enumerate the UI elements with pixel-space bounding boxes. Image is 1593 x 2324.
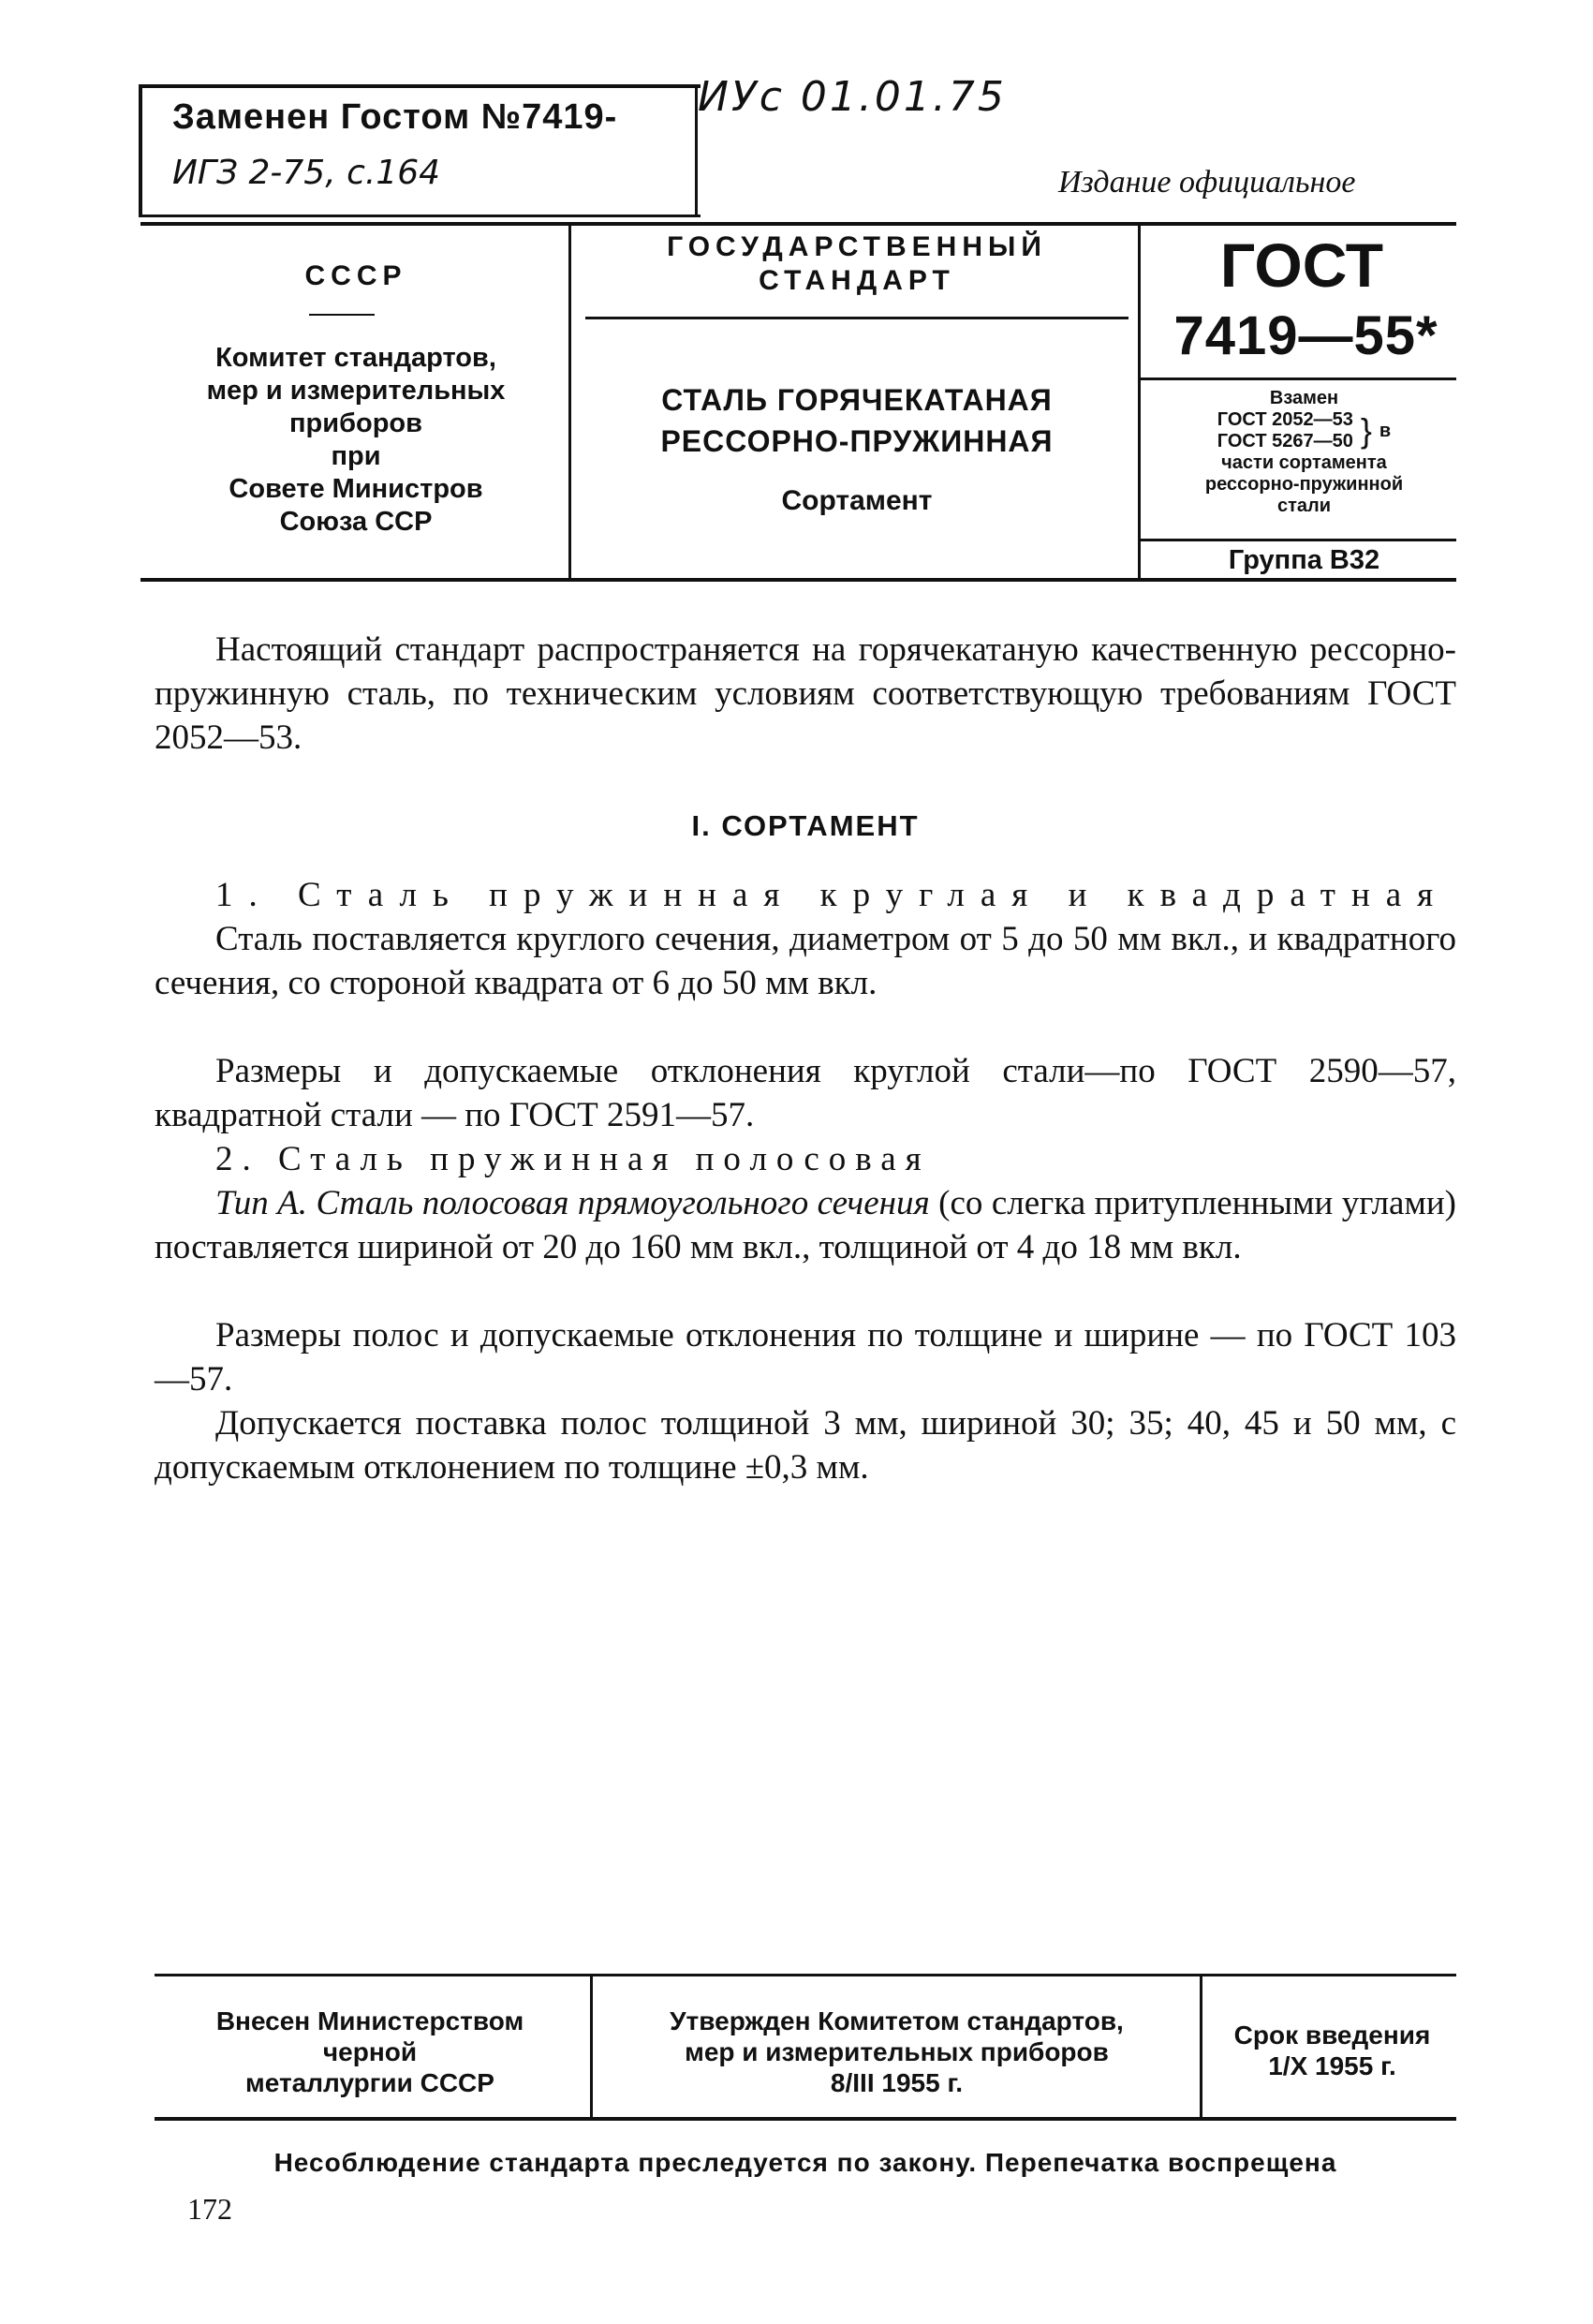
replaces-in: в — [1379, 420, 1392, 441]
replaced-standards — [1147, 409, 1461, 452]
edition-note: Издание официальное — [1058, 165, 1356, 200]
introduced-by-line: черной — [322, 2037, 418, 2066]
committee-line: при — [331, 441, 381, 471]
header-bottom-rule — [140, 578, 1456, 582]
group-rule — [1141, 539, 1456, 541]
standard-type-line: СТАНДАРТ — [759, 265, 955, 296]
title-line: СТАЛЬ ГОРЯЧЕКАТАНАЯ — [661, 383, 1053, 417]
replaces-label: Взамен — [1269, 388, 1339, 408]
footer-divider-right — [1200, 1976, 1202, 2117]
approved-by — [599, 2006, 1194, 2098]
replaces-scope-line: стали — [1276, 496, 1332, 516]
committee-line: приборов — [289, 408, 422, 438]
committee-name — [140, 342, 571, 539]
strip-type-label: Тип А. Сталь полосовая прямоугольного сечения — [215, 1184, 930, 1222]
item-1-paragraph-2: Размеры и допускаемые отклонения круглой стали—по ГОСТ 2590—57, квадратной стали — по ГОСТ 2591—57. — [155, 1052, 1456, 1134]
brace-symbol: } — [1360, 411, 1372, 450]
item-1-paragraph-1: Сталь поставляется круглого сечения, диаметром от 5 до 50 мм вкл., и квадратного сечения, со стороной квадрата от 6 до 50 мм вкл. — [155, 920, 1456, 1002]
replaced-standard: ГОСТ 5267—50 — [1217, 431, 1353, 451]
replaced-standards-list — [1217, 409, 1353, 452]
committee-line: Союза ССР — [279, 507, 433, 537]
effective-date-line: Срок введения — [1233, 2021, 1431, 2050]
stamp-line-2: ИГЗ 2-75, с.164 — [172, 154, 441, 192]
gost-number: 7419—55* — [1173, 305, 1438, 366]
approved-by-line: мер и измерительных приборов — [685, 2037, 1109, 2066]
item-2-title: 2. Сталь пружинная полосовая — [215, 1140, 931, 1178]
item-1-title: 1. Сталь пружинная круглая и квадратная — [215, 876, 1450, 914]
country-dash — [309, 314, 375, 316]
document-subtitle: Сортамент — [781, 485, 933, 516]
item-2-paragraph-1 — [155, 1181, 1456, 1269]
standard-type — [581, 230, 1133, 298]
group-label: Группа В32 — [1228, 545, 1380, 575]
item-2-paragraph-2: Размеры полос и допускаемые отклонения по толщине и ширине — по ГОСТ 103—57. — [155, 1316, 1456, 1399]
footer-top-rule — [155, 1974, 1456, 1976]
replaces-scope-line: части сортамента — [1221, 452, 1387, 473]
stamp-line-1: Заменен Гостом №7419- — [172, 97, 618, 137]
section-heading: I. СОРТАМЕНТ — [691, 809, 920, 842]
title-line: РЕССОРНО-ПРУЖИННАЯ — [660, 424, 1054, 458]
replaced-standard: ГОСТ 2052—53 — [1217, 409, 1353, 430]
introduced-by — [155, 2006, 585, 2098]
replaces-scope-line: рессорно-пружинной — [1204, 474, 1404, 495]
replaces-block — [1147, 388, 1461, 517]
page-number: 172 — [187, 2192, 232, 2226]
committee-line: Комитет стандартов, — [215, 343, 496, 373]
strip-type-description: (со слегка притупленными углами) поставляется шириной от 20 до 160 мм вкл., толщиной от 4 до 18 мм вкл. — [155, 1184, 1456, 1266]
replacement-stamp — [139, 84, 698, 217]
country-label: СССР — [304, 260, 407, 291]
standard-type-rule — [585, 317, 1128, 319]
footer-divider-left — [590, 1976, 593, 2117]
header-top-rule — [140, 222, 1456, 226]
item-2-paragraph-3: Допускается поставка полос толщиной 3 мм, шириной 30; 35; 40, 45 и 50 мм, с допускаемым отклонением по толщине ±0,3 мм. — [155, 1404, 1456, 1487]
effective-date-line: 1/X 1955 г. — [1268, 2051, 1396, 2080]
legal-notice: Несоблюдение стандарта преследуется по закону. Перепечатка воспрещена — [273, 2148, 1337, 2177]
introduced-by-line: металлургии СССР — [245, 2068, 494, 2097]
gost-number-rule — [1141, 377, 1456, 380]
approved-by-line: 8/III 1955 г. — [830, 2068, 964, 2097]
header-divider-right — [1138, 226, 1141, 578]
committee-line: мер и измерительных — [206, 376, 506, 406]
effective-date — [1208, 2020, 1456, 2081]
approved-by-line: Утвержден Комитетом стандартов, — [670, 2006, 1124, 2035]
handwritten-date: ИУс 01.01.75 — [698, 73, 1007, 121]
standard-type-line: ГОСУДАРСТВЕННЫЙ — [667, 231, 1047, 262]
footer-bottom-rule — [155, 2117, 1456, 2121]
introduced-by-line: Внесен Министерством — [215, 2006, 524, 2035]
document-title — [581, 379, 1133, 462]
committee-line: Совете Министров — [229, 474, 483, 504]
gost-label: ГОСТ — [1219, 230, 1384, 300]
intro-paragraph: Настоящий стандарт распространяется на горячекатаную качественную рессорно-пружинную сталь, по техническим условиям соответствующую требованиям ГОСТ 2052—53. — [155, 630, 1456, 757]
